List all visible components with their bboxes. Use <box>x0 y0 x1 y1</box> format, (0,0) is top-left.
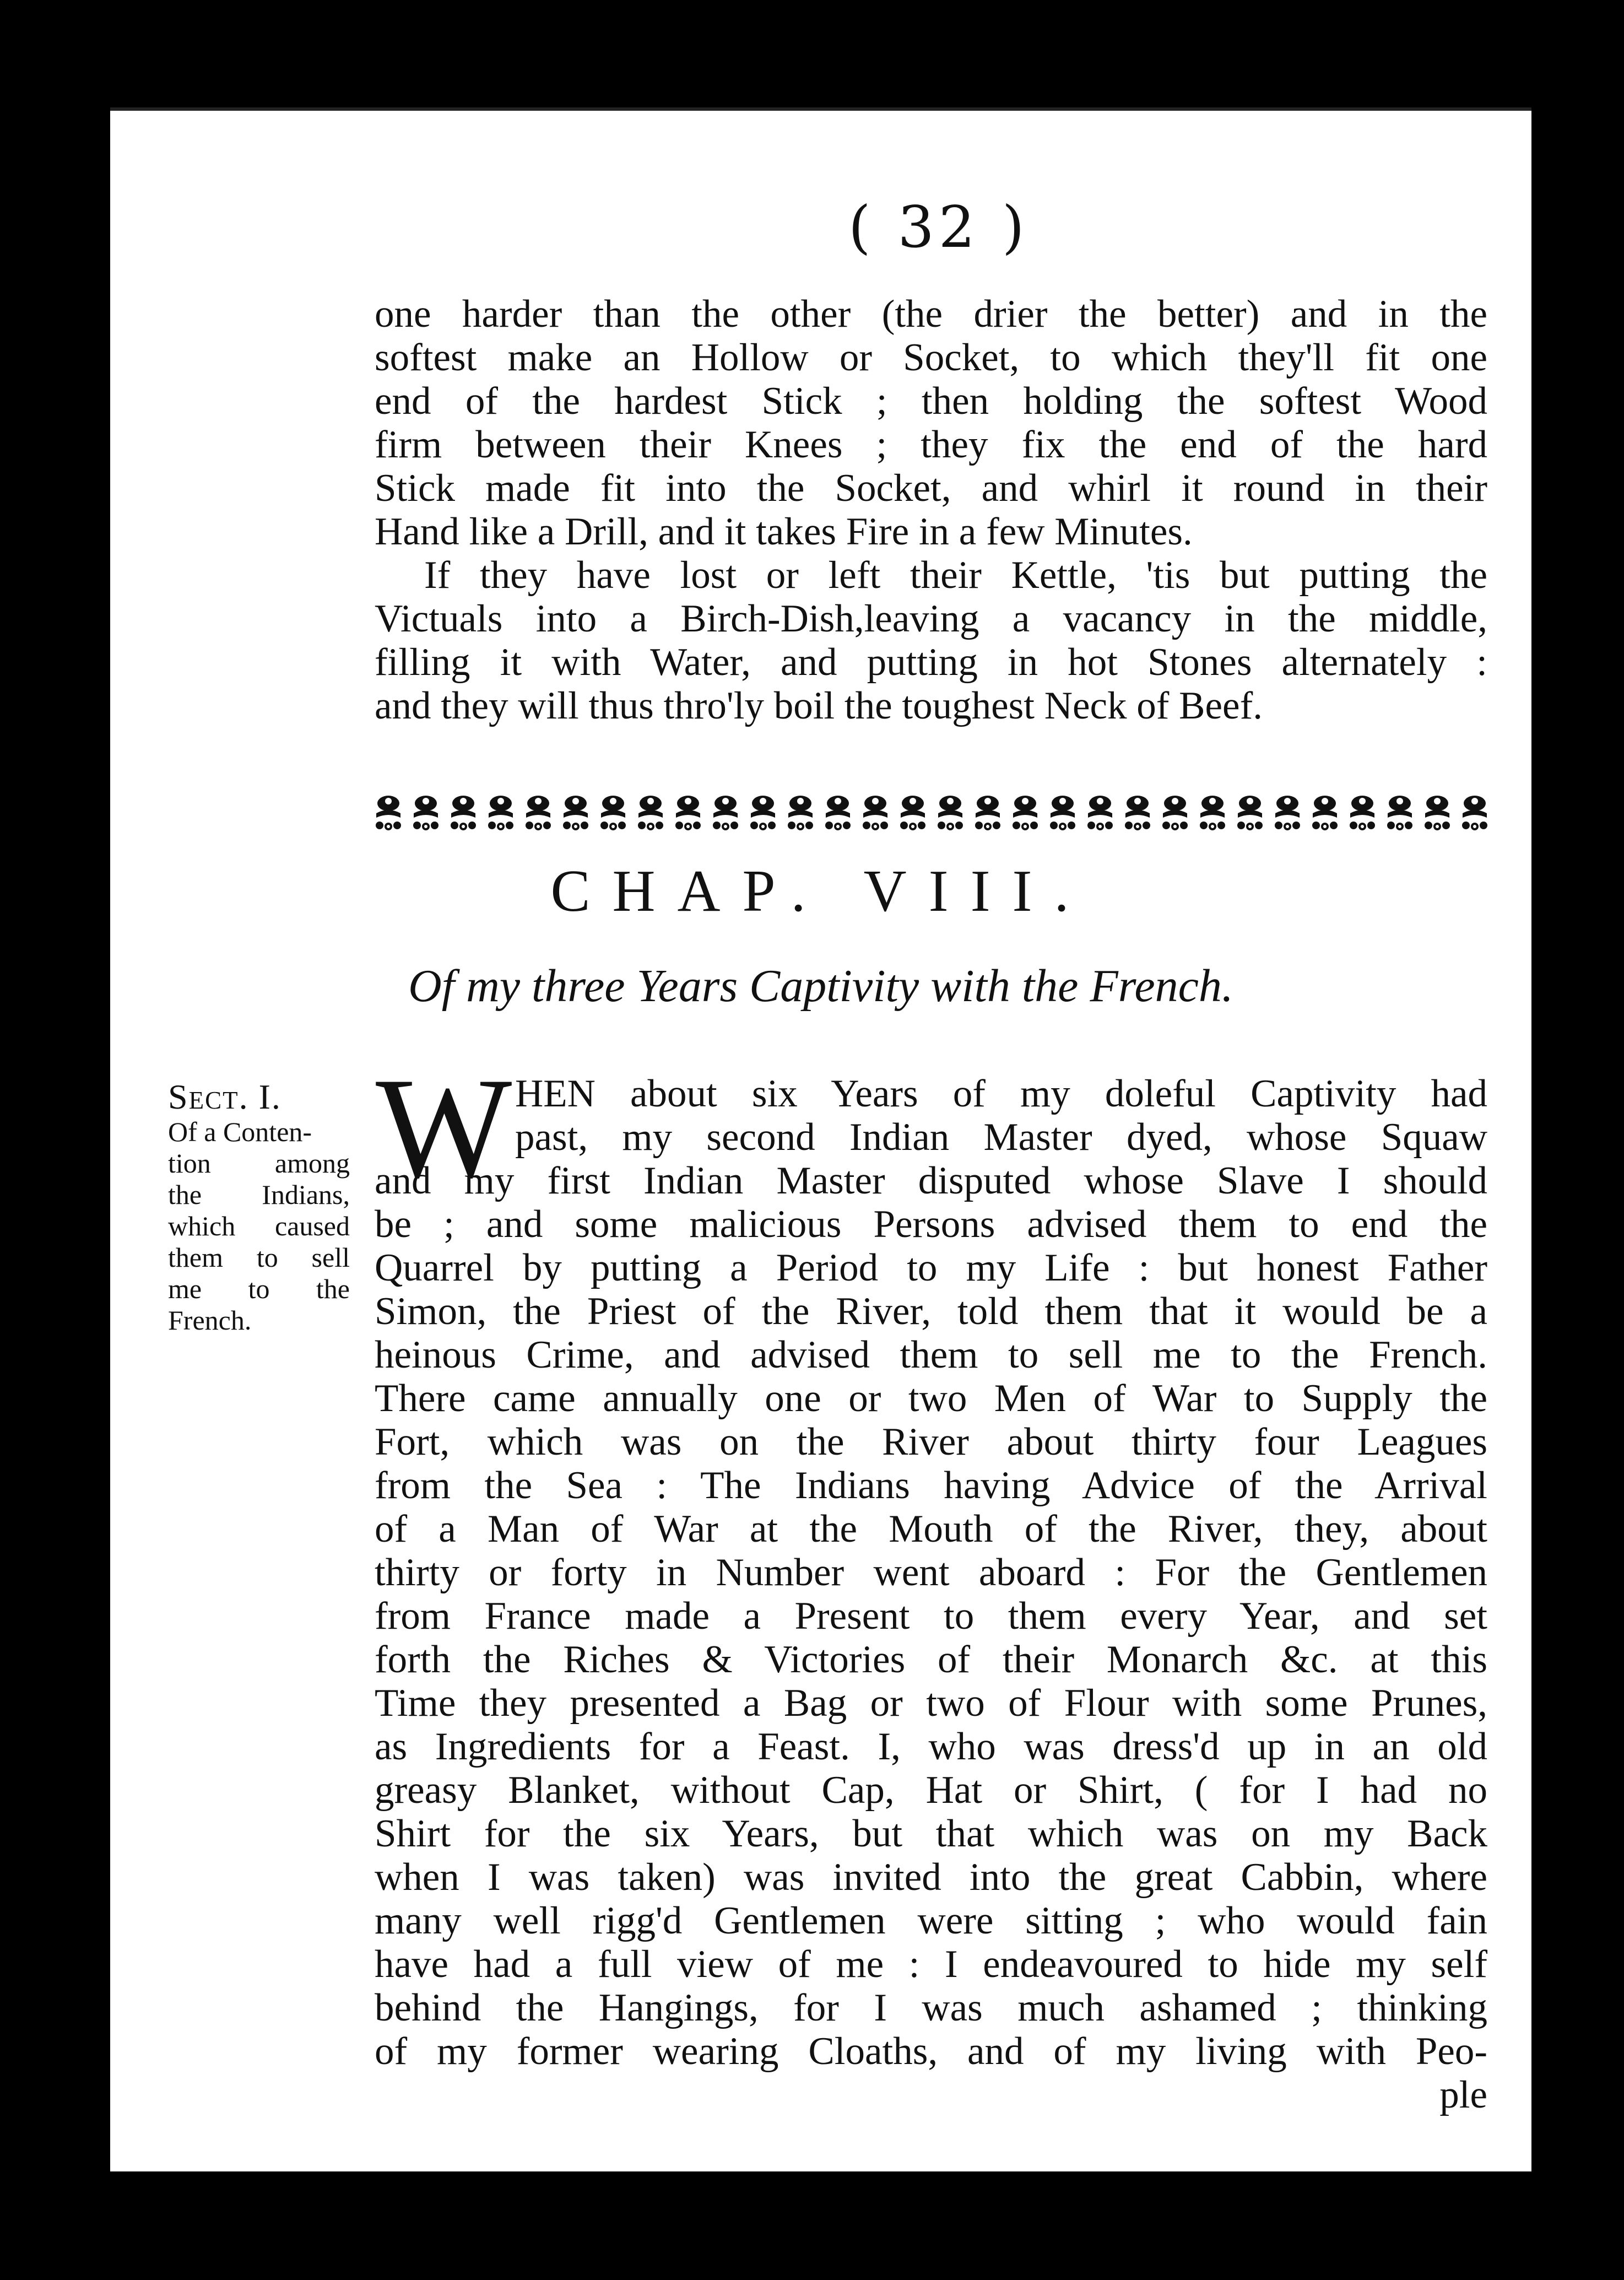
ornament-divider <box>372 791 1490 835</box>
marginal-note <box>168 1078 350 1336</box>
margin-note-line: Of a Conten- <box>168 1116 312 1147</box>
text-line: from the Sea : The Indians having Advice of the Arrival <box>375 1464 1487 1507</box>
text-line: end of the hardest Stick ; then holding the softest Wood <box>375 380 1487 423</box>
margin-note-line: me to the <box>168 1273 350 1304</box>
margin-note-line: them to sell <box>168 1242 350 1273</box>
text-line: when I was taken) was invited into the great Cabbin, where <box>375 1856 1487 1899</box>
top-paragraphs <box>375 293 1487 728</box>
text-line: of a Man of War at the Mouth of the River, they, about <box>375 1508 1487 1550</box>
text-line: be ; and some malicious Persons advised them to end the <box>375 1203 1487 1246</box>
text-line: If they have lost or left their Kettle, 'tis but putting the <box>424 554 1487 597</box>
drop-cap: W <box>376 1048 512 1208</box>
text-line: Fort, which was on the River about thirty four Leagues <box>375 1420 1487 1463</box>
margin-note-line: which caused <box>168 1211 350 1241</box>
text-line: firm between their Knees ; they fix the end of the hard <box>375 423 1487 466</box>
text-line: Hand like a Drill, and it takes Fire in a few Minutes. <box>375 510 1193 553</box>
text-line: Quarrel by putting a Period to my Life : but honest Father <box>375 1246 1487 1289</box>
book-page <box>110 107 1531 2171</box>
text-line: and they will thus thro'ly boil the toughest Neck of Beef. <box>375 684 1263 727</box>
margin-note-line: French. <box>168 1305 252 1336</box>
margin-note-line: the Indians, <box>168 1179 350 1210</box>
text-line: behind the Hangings, for I was much ashamed ; thinking <box>375 1986 1487 2029</box>
text-line: There came annually one or two Men of War to Supply the <box>375 1377 1487 1420</box>
text-line: past, my second Indian Master dyed, whose Squaw <box>515 1116 1487 1159</box>
text-line: thirty or forty in Number went aboard : For the Gentlemen <box>375 1551 1487 1594</box>
text-line: HEN about six Years of my doleful Captivity had <box>515 1072 1487 1115</box>
chapter-subtitle: Of my three Years Captivity with the French. <box>408 960 1233 1012</box>
section-label: Sect. I. <box>168 1077 282 1116</box>
text-line: Stick made fit into the Socket, and whirl it round in their <box>375 467 1487 510</box>
catchword: ple <box>1439 2073 1487 2116</box>
page-number: ( 32 ) <box>848 193 1029 261</box>
text-line: as Ingredients for a Feast. I, who was dress'd up in an old <box>375 1725 1487 1768</box>
text-line: heinous Crime, and advised them to sell me to the French. <box>375 1333 1487 1376</box>
text-line: Simon, the Priest of the River, told them that it would be a <box>375 1290 1487 1333</box>
text-line: filling it with Water, and putting in hot Stones alternately : <box>375 641 1487 684</box>
text-line: and my first Indian Master disputed whose Slave I should <box>375 1159 1487 1202</box>
text-line: softest make an Hollow or Socket, to which they'll fit one <box>375 336 1487 379</box>
text-line: one harder than the other (the drier the better) and in the <box>375 293 1487 336</box>
text-line: Time they presented a Bag or two of Flour with some Prunes, <box>375 1682 1487 1725</box>
text-line: Victuals into a Birch-Dish,leaving a vacancy in the middle, <box>375 597 1487 640</box>
text-line: from France made a Present to them every Year, and set <box>375 1595 1487 1638</box>
margin-note-line: tion among <box>168 1148 350 1179</box>
chapter-heading: CHAP. VIII. <box>550 858 1091 924</box>
text-line: many well rigg'd Gentlemen were sitting ; who would fain <box>375 1899 1487 1942</box>
chapter-body <box>375 1048 1487 2117</box>
text-line: forth the Riches & Victories of their Monarch &c. at this <box>375 1638 1487 1681</box>
text-line: greasy Blanket, without Cap, Hat or Shirt, ( for I had no <box>375 1769 1487 1812</box>
text-line: Shirt for the six Years, but that which was on my Back <box>375 1812 1487 1855</box>
text-line: have had a full view of me : I endeavoured to hide my self <box>375 1943 1487 1986</box>
text-line: of my former wearing Cloaths, and of my living with Peo- <box>375 2030 1487 2073</box>
